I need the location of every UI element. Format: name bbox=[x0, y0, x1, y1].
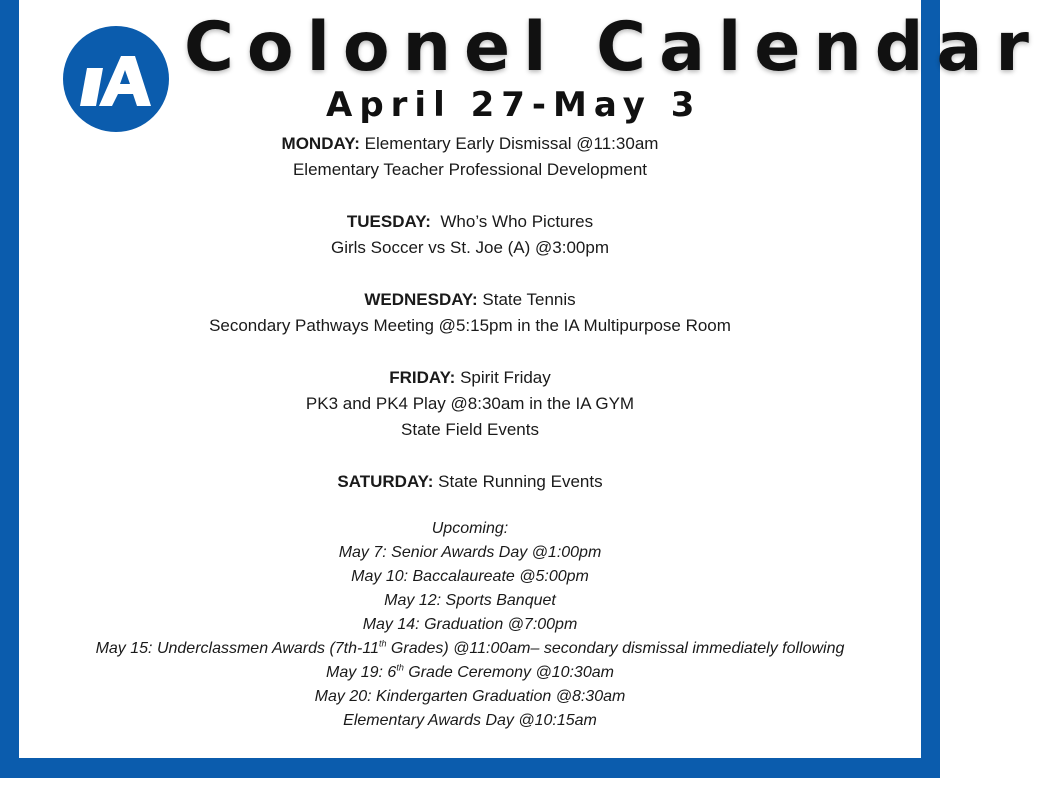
event-text: Secondary Pathways Meeting @5:15pm in the IA Multipurpose Room bbox=[209, 316, 731, 335]
event-text: Elementary Teacher Professional Development bbox=[292, 160, 648, 179]
upcoming-item: May 20: Kindergarten Graduation @8:30am bbox=[314, 688, 626, 705]
day-label: FRIDAY: bbox=[389, 368, 456, 387]
upcoming-item: May 12: Sports Banquet bbox=[384, 592, 556, 609]
upcoming-item: May 10: Baccalaureate @5:00pm bbox=[351, 568, 589, 585]
upcoming-item: Elementary Awards Day @10:15am bbox=[343, 712, 597, 729]
upcoming-heading: Upcoming: bbox=[431, 520, 509, 537]
event-text: State Tennis bbox=[477, 290, 576, 309]
ia-logo bbox=[63, 26, 169, 132]
event-text: Spirit Friday bbox=[455, 368, 551, 387]
event-text: Who’s Who Pictures bbox=[430, 212, 594, 231]
schedule-body bbox=[19, 131, 921, 733]
day-label: SATURDAY: bbox=[337, 472, 434, 491]
upcoming-text: Grades) @11:00am– secondary dismissal immediately following bbox=[386, 640, 845, 657]
event-text: State Running Events bbox=[433, 472, 603, 491]
ordinal-suffix: th bbox=[378, 638, 387, 649]
upcoming-item: May 14: Graduation @7:00pm bbox=[362, 616, 578, 633]
day-label: MONDAY: bbox=[281, 134, 360, 153]
upcoming-text: Grade Ceremony @10:30am bbox=[403, 664, 614, 681]
event-text: PK3 and PK4 Play @8:30am in the IA GYM bbox=[305, 394, 635, 413]
ordinal-suffix: th bbox=[396, 662, 404, 673]
upcoming-text: May 15: Underclassmen Awards (7th-11 bbox=[95, 640, 379, 657]
day-monday bbox=[19, 131, 921, 183]
upcoming-text: May 19: 6 bbox=[326, 664, 397, 681]
upcoming-item: May 7: Senior Awards Day @1:00pm bbox=[338, 544, 602, 561]
event-text: State Field Events bbox=[401, 420, 539, 439]
upcoming-item bbox=[19, 637, 921, 661]
page-title: Colonel Calendar bbox=[184, 8, 1042, 87]
upcoming-item bbox=[19, 661, 921, 685]
upcoming-section bbox=[19, 517, 921, 733]
day-wednesday bbox=[19, 287, 921, 339]
day-friday bbox=[19, 365, 921, 443]
day-label: TUESDAY: bbox=[346, 212, 431, 231]
event-text: Elementary Early Dismissal @11:30am bbox=[359, 134, 659, 153]
date-range: April 27-May 3 bbox=[326, 85, 702, 125]
day-tuesday bbox=[19, 209, 921, 261]
day-saturday bbox=[19, 469, 921, 495]
event-text: Girls Soccer vs St. Joe (A) @3:00pm bbox=[330, 238, 609, 257]
day-label: WEDNESDAY: bbox=[364, 290, 478, 309]
